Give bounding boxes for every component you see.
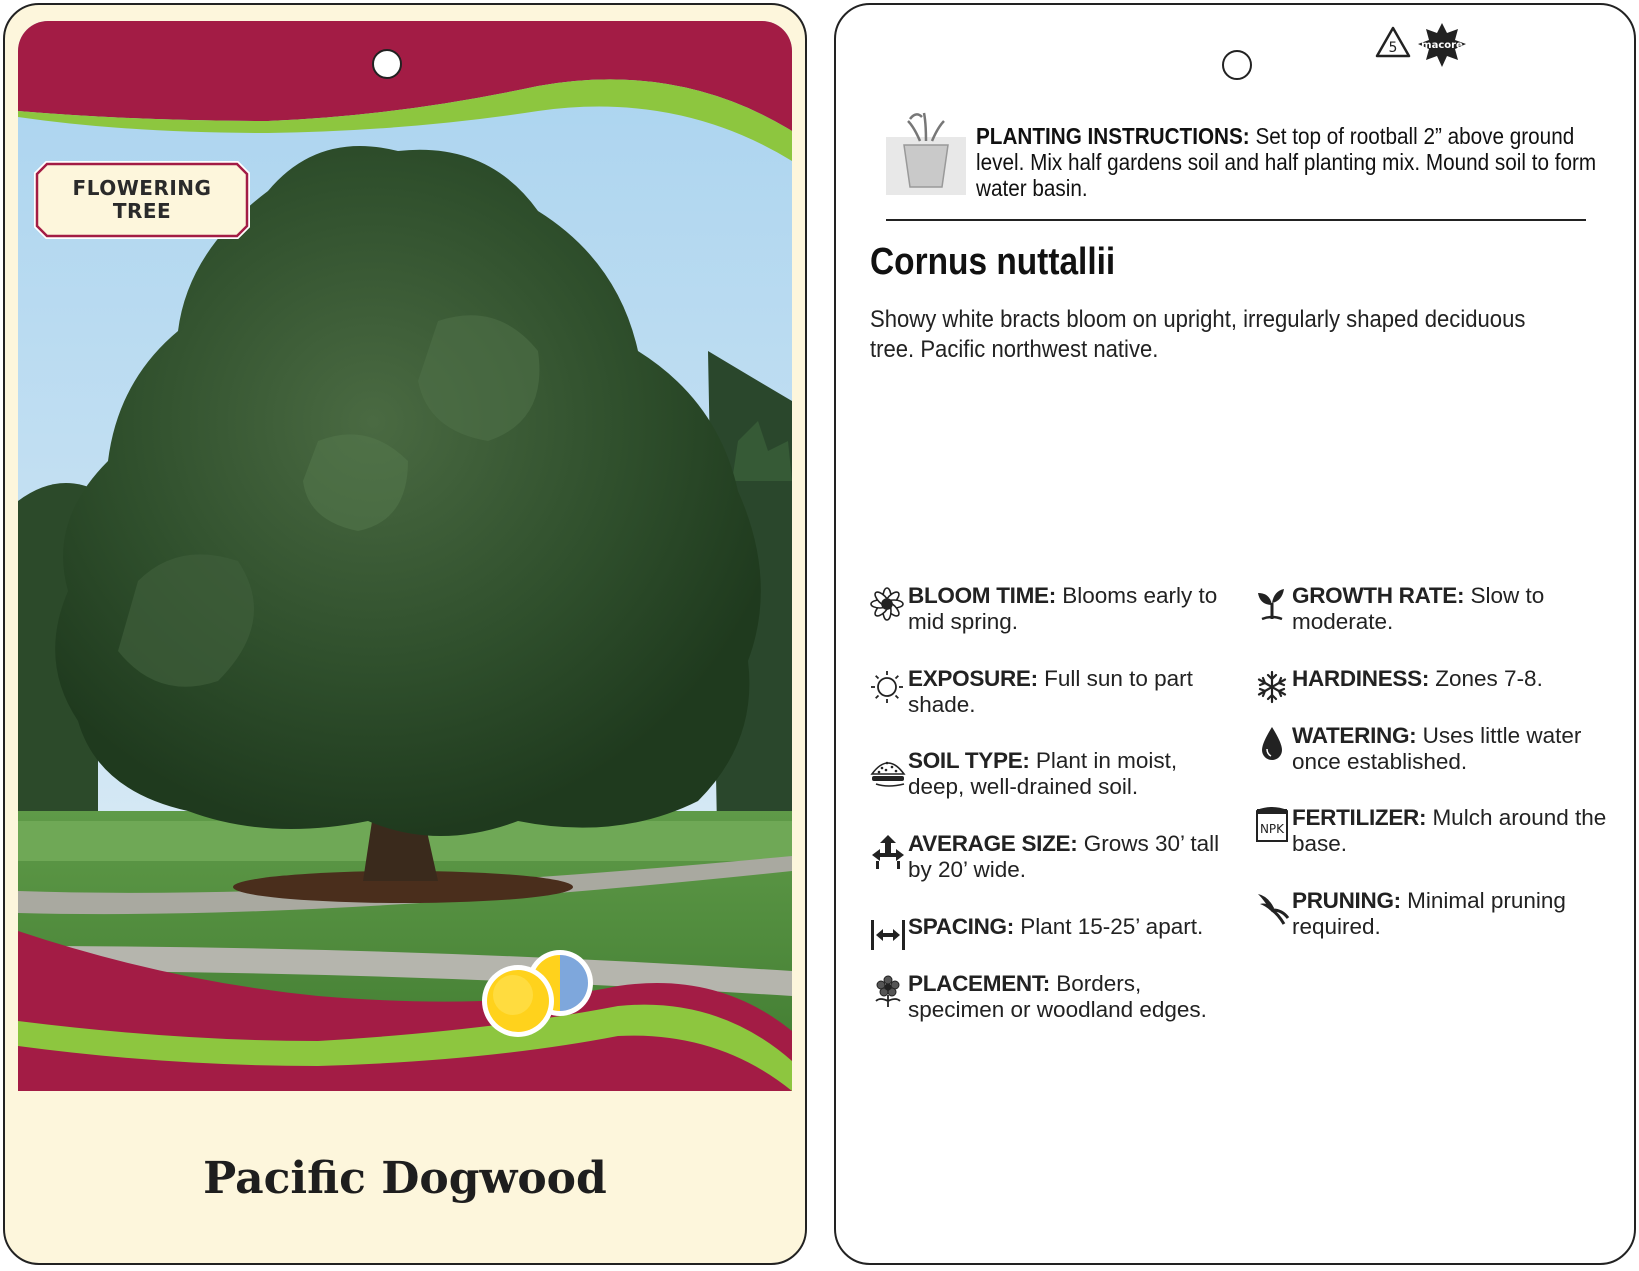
attr-label: BLOOM TIME: bbox=[908, 583, 1056, 608]
sprout-icon bbox=[1254, 583, 1290, 623]
back-tag bbox=[834, 3, 1636, 1265]
attr-label: PLACEMENT: bbox=[908, 971, 1050, 996]
planting-label: PLANTING INSTRUCTIONS: bbox=[976, 123, 1250, 149]
macore-logo bbox=[1414, 21, 1470, 69]
sun-icon bbox=[870, 666, 906, 706]
attr-value: Full sun to part shade. bbox=[908, 666, 1193, 717]
attr-value: Minimal pruning required. bbox=[1292, 888, 1566, 939]
snowflake-icon bbox=[1254, 666, 1290, 706]
attr-value: Plant 15-25’ apart. bbox=[1013, 914, 1204, 939]
brand-name: macore bbox=[1421, 40, 1463, 51]
badge-line-2: TREE bbox=[112, 199, 172, 223]
attr-value: Uses little water once established. bbox=[1292, 723, 1582, 774]
planting-text: Set top of rootball 2” above ground level. Mix half gardens soil and half planting mix. Mound soil to form water basin. bbox=[976, 123, 1597, 201]
attr-value: Slow to moderate. bbox=[1292, 583, 1545, 634]
water-drop-icon bbox=[1254, 723, 1290, 763]
size-icon bbox=[870, 831, 906, 871]
attr-value: Blooms early to mid spring. bbox=[908, 583, 1218, 634]
planting-pot-icon bbox=[886, 107, 966, 195]
planting-instructions bbox=[976, 123, 1597, 201]
attr-value: Borders, specimen or woodland edges. bbox=[908, 971, 1207, 1022]
attr-value: Mulch around the base. bbox=[1292, 805, 1607, 856]
attr-value: Plant in moist, deep, well-drained soil. bbox=[908, 748, 1178, 799]
attr-value: Grows 30’ tall by 20’ wide. bbox=[908, 831, 1220, 882]
divider bbox=[886, 219, 1586, 221]
pruner-icon bbox=[1254, 888, 1290, 928]
botanical-name: Cornus nuttallii bbox=[870, 241, 1116, 283]
common-name: Pacific Dogwood bbox=[203, 1153, 607, 1204]
badge-line-1: FLOWERING bbox=[72, 176, 212, 200]
full-sun-icon bbox=[482, 965, 554, 1037]
front-tag bbox=[3, 3, 807, 1265]
attr-label: SOIL TYPE: bbox=[908, 748, 1030, 773]
attr-value: Zones 7-8. bbox=[1429, 666, 1543, 691]
attr-label: FERTILIZER: bbox=[1292, 805, 1427, 830]
spacing-icon bbox=[870, 914, 906, 954]
placement-icon bbox=[870, 971, 906, 1011]
attr-label: EXPOSURE: bbox=[908, 666, 1038, 691]
attr-label: AVERAGE SIZE: bbox=[908, 831, 1078, 856]
exposure-icons bbox=[475, 943, 615, 1043]
fertilizer-icon bbox=[1254, 805, 1290, 845]
fertilizer-npk: NPK bbox=[1259, 822, 1285, 836]
plant-description: Showy white bracts bloom on upright, irregularly shaped deciduous tree. Pacific northwest native. bbox=[870, 306, 1526, 363]
category-badge bbox=[33, 160, 251, 240]
attr-label: PRUNING: bbox=[1292, 888, 1401, 913]
flower-icon bbox=[870, 583, 906, 623]
attr-label: HARDINESS: bbox=[1292, 666, 1430, 691]
attr-label: WATERING: bbox=[1292, 723, 1417, 748]
attr-label: SPACING: bbox=[908, 914, 1014, 939]
recycle-icon bbox=[1373, 25, 1413, 61]
hang-hole-back bbox=[1222, 50, 1252, 80]
soil-icon bbox=[870, 748, 906, 788]
recycle-number: 5 bbox=[1388, 40, 1398, 56]
hang-hole bbox=[372, 49, 402, 79]
attr-label: GROWTH RATE: bbox=[1292, 583, 1465, 608]
